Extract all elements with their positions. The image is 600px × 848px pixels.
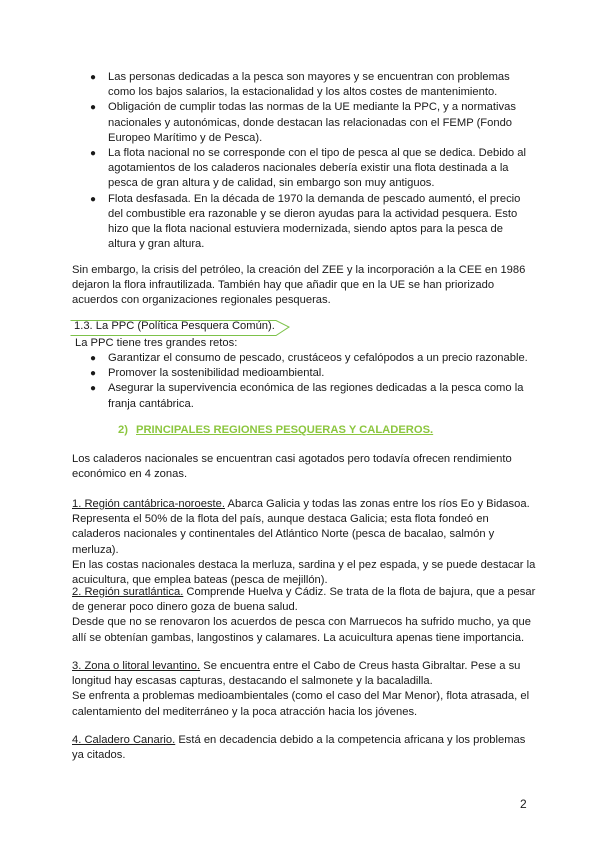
- region-suratlantica: 2. Región suratlántica. Comprende Huelva y Cádiz. Se trata de la flota de bajura, que a pesar de generar poco dinero goza de buena salud. Desde que no se renovaron los acuerdos de pesca con Marruecos ha sufrido mucho, ya que allí se obtenían gambas, langostinos y calamares. La acuicultura apenas tiene importancia.: [72, 586, 536, 644]
- region-cantabrica: 1. Región cantábrica-noroeste. Abarca Galicia y todas las zonas entre los ríos Eo y Bidasoa. Representa el 50% de la flota del país, aunque destaca Galicia; esta flota fondeó en caladeros nacionales y continentales del Atlántico Norte (pesca de bacalao, salmón y merluza). En las costas nacionales destaca la merluza, sardina y el pez espada, y se puede destacar la acuicultura, que emplea bateas (pesca de mejillón).: [72, 498, 536, 587]
- list-item: ● Flota desfasada. En la década de 1970 la demanda de pescado aumentó, el precio del combustible era razonable y se dieron ayudas para la actividad pesquera. Esto hizo que la flota nacional estuviera modernizada, siendo aptos para la pesca de altura y gran altura.: [90, 192, 521, 251]
- bullet-icon: ●: [90, 102, 97, 114]
- bullet-list-top: [90, 70, 528, 252]
- section-heading-regiones: 2) PRINCIPALES REGIONES PESQUERAS Y CALADEROS.: [118, 424, 434, 436]
- list-item: ● Las personas dedicadas a la pesca son mayores y se encuentran con problemas como los bajos salarios, la estacionalidad y los altos costes de mantenimiento.: [90, 71, 510, 99]
- bullet-icon: ●: [90, 193, 97, 205]
- bullet-icon: ●: [90, 383, 97, 395]
- paragraph-caladeros: Los caladeros nacionales se encuentran casi agotados pero todavía ofrecen rendimiento económico en 4 zonas.: [72, 453, 512, 481]
- list-item: ● Garantizar el consumo de pescado, crustáceos y cefalópodos a un precio razonable.: [108, 351, 528, 366]
- section-heading-ppc: 1.3. La PPC (Política Pesquera Común).: [70, 317, 290, 336]
- ppc-intro: La PPC tiene tres grandes retos:: [75, 337, 238, 349]
- page-number: 2: [520, 797, 527, 811]
- list-item: ● La flota nacional no se corresponde con el tipo de pesca al que se dedica. Debido al agotamientos de los caladeros nacionales debería existir una flota destinada a la pesca de gran altura y de calidad, sin embargo son muy antiguos.: [90, 146, 526, 190]
- region-levantino: 3. Zona o litoral levantino. Se encuentra entre el Cabo de Creus hasta Gibraltar. Pese a su longitud hay escasas capturas, destacando el salmonete y la bacaladilla. Se enfrenta a problemas medioambientales (como el caso del Mar Menor), flota atrasada, el calentamiento del mediterráneo y la poca atracción hacia los jóvenes.: [72, 660, 530, 718]
- paragraph-crisis: Sin embargo, la crisis del petróleo, la creación del ZEE y la incorporación a la CEE en 1986 dejaron la flora infrautilizada. También hay que añadir que en la UE se han priorizado acuerdos con organizaciones regionales pesqueras.: [72, 264, 526, 307]
- bullet-icon: ●: [90, 368, 97, 380]
- bullet-icon: ●: [90, 147, 97, 159]
- region-canario: 4. Caladero Canario. Está en decadencia debido a la competencia africana y los problemas ya citados.: [72, 734, 526, 762]
- bullet-icon: ●: [90, 72, 97, 83]
- bullet-icon: ●: [90, 353, 97, 364]
- bullet-list-ppc: [90, 351, 528, 412]
- list-item: ● Asegurar la supervivencia económica de las regiones dedicadas a la pesca como la franja cantábrica.: [90, 382, 524, 410]
- list-item: ● Promover la sostenibilidad medioambiental.: [108, 366, 528, 381]
- list-item: ● Obligación de cumplir todas las normas de la UE mediante la PPC, y a normativas nacionales y autonómicas, donde destacan las relacionadas con el FEMP (Fondo Europeo Marítimo y de Pesca).: [90, 101, 516, 144]
